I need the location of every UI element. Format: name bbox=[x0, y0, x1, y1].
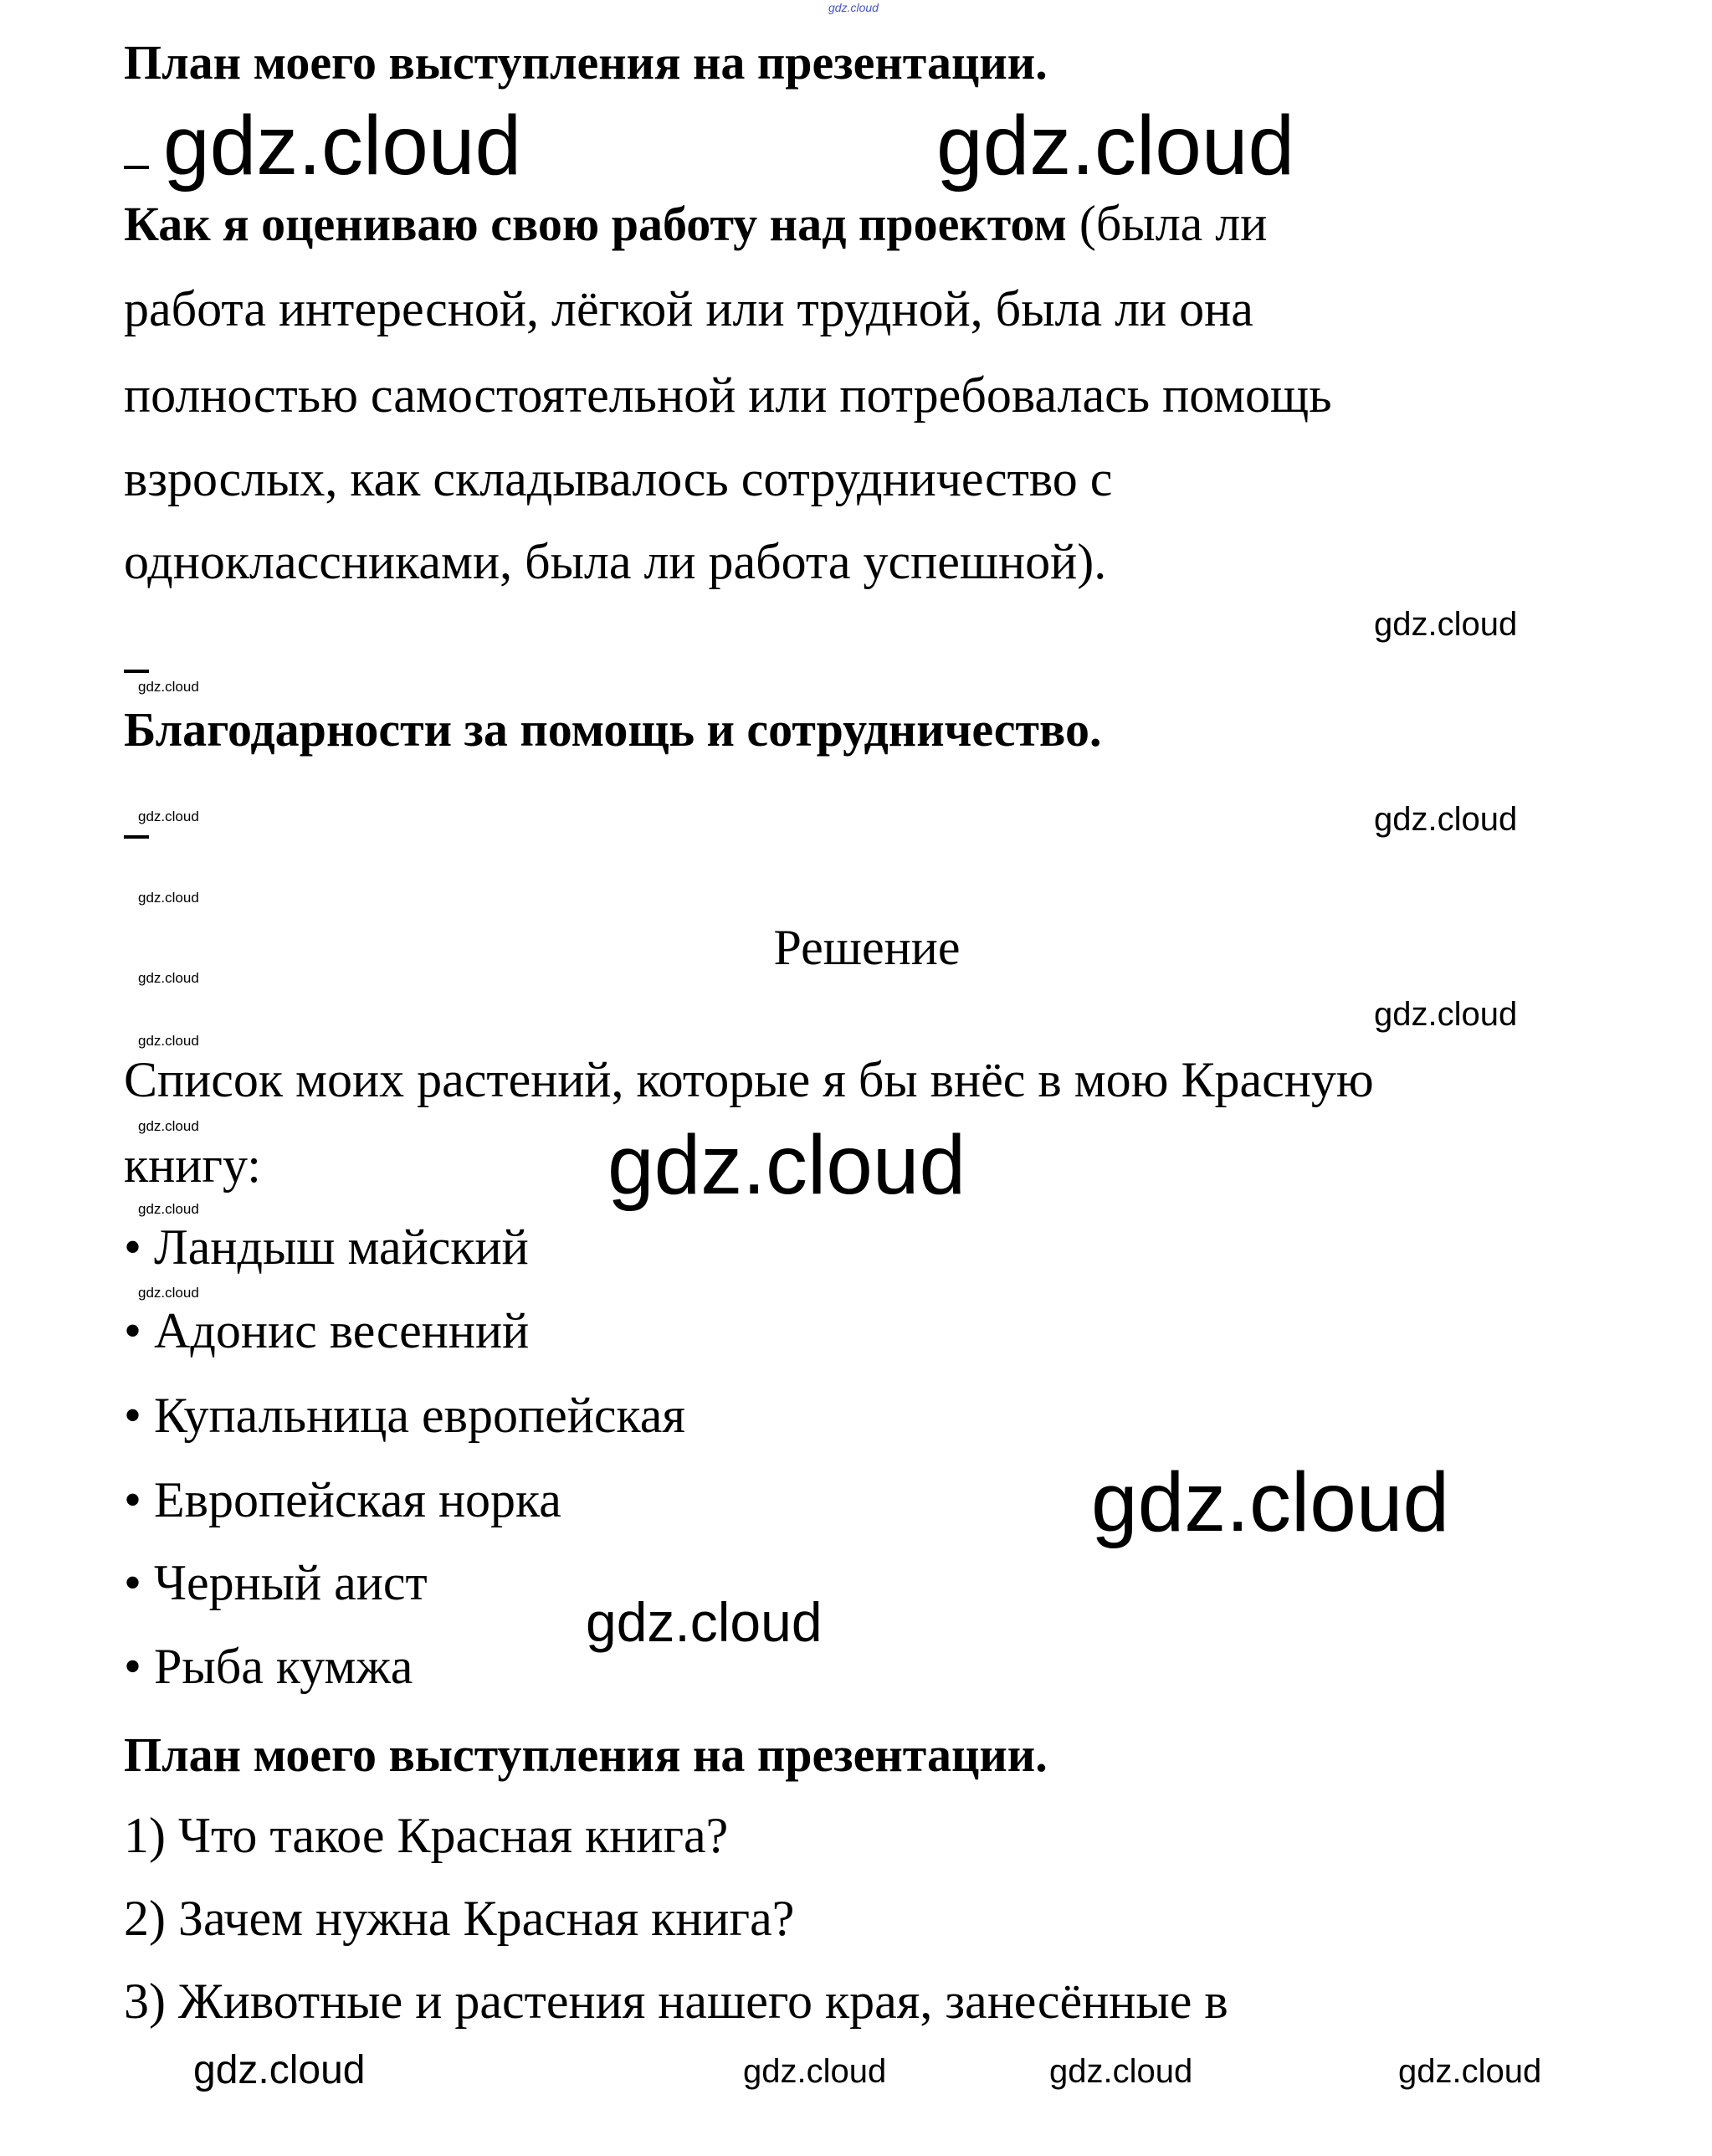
list-item: • Адонис весенний bbox=[124, 1303, 530, 1358]
list-item: • Черный аист bbox=[124, 1555, 428, 1610]
watermark: gdz.cloud bbox=[138, 1285, 199, 1301]
watermark: gdz.cloud bbox=[1091, 1455, 1450, 1549]
plan-item: 2) Зачем нужна Красная книга? bbox=[124, 1891, 795, 1946]
blank-dash bbox=[124, 670, 149, 673]
list-item: • Рыба кумжа bbox=[124, 1639, 413, 1694]
paragraph-line: взрослых, как складывалось сотрудничество с bbox=[124, 451, 1113, 506]
list-item: • Европейская норка bbox=[124, 1472, 561, 1527]
watermark: gdz.cloud bbox=[138, 1033, 199, 1049]
watermark: gdz.cloud bbox=[586, 1591, 823, 1653]
paragraph-line: одноклассниками, была ли работа успешной). bbox=[124, 534, 1107, 589]
paragraph-text: (была ли bbox=[1079, 196, 1268, 251]
blank-dash bbox=[124, 166, 149, 169]
blank-dash bbox=[124, 835, 149, 839]
watermark: gdz.cloud bbox=[138, 808, 199, 824]
paragraph-line bbox=[124, 198, 1267, 249]
solution-title: Решение bbox=[773, 920, 961, 975]
solution-intro: книгу: bbox=[124, 1137, 261, 1193]
watermark: gdz.cloud bbox=[163, 99, 522, 192]
plan-item: 1) Что такое Красная книга? bbox=[124, 1808, 729, 1863]
paragraph-line: работа интересной, лёгкой или трудной, была ли она bbox=[124, 281, 1253, 336]
solution-intro: Список моих растений, которые я бы внёс в мою Красную bbox=[124, 1052, 1374, 1107]
watermark: gdz.cloud bbox=[607, 1118, 966, 1212]
list-item: • Купальница европейская bbox=[124, 1388, 685, 1443]
list-item: • Ландыш майский bbox=[124, 1219, 529, 1275]
watermark: gdz.cloud bbox=[138, 970, 199, 986]
watermark: gdz.cloud bbox=[193, 2048, 366, 2092]
watermark: gdz.cloud bbox=[1049, 2053, 1193, 2090]
heading-self-assessment: Как я оцениваю свою работу над проектом bbox=[124, 197, 1067, 251]
watermark: gdz.cloud bbox=[936, 99, 1295, 192]
watermark: gdz.cloud bbox=[1374, 801, 1518, 838]
paragraph-line: полностью самостоятельной или потребовалась помощь bbox=[124, 367, 1332, 423]
watermark: gdz.cloud bbox=[1374, 996, 1518, 1033]
watermark: gdz.cloud bbox=[138, 1201, 199, 1217]
watermark: gdz.cloud bbox=[138, 890, 199, 906]
watermark: gdz.cloud bbox=[1398, 2053, 1542, 2090]
watermark: gdz.cloud bbox=[138, 1118, 199, 1134]
watermark: gdz.cloud bbox=[743, 2053, 887, 2090]
heading-presentation-plan: План моего выступления на презентации. bbox=[124, 35, 1048, 90]
watermark: gdz.cloud bbox=[1374, 606, 1518, 643]
heading-thanks: Благодарности за помощь и сотрудничество. bbox=[124, 702, 1102, 757]
watermark: gdz.cloud bbox=[138, 679, 199, 695]
plan-item: 3) Животные и растения нашего края, занесённые в bbox=[124, 1974, 1228, 2029]
watermark: gdz.cloud bbox=[828, 1, 879, 14]
heading-presentation-plan-answer: План моего выступления на презентации. bbox=[124, 1727, 1048, 1782]
